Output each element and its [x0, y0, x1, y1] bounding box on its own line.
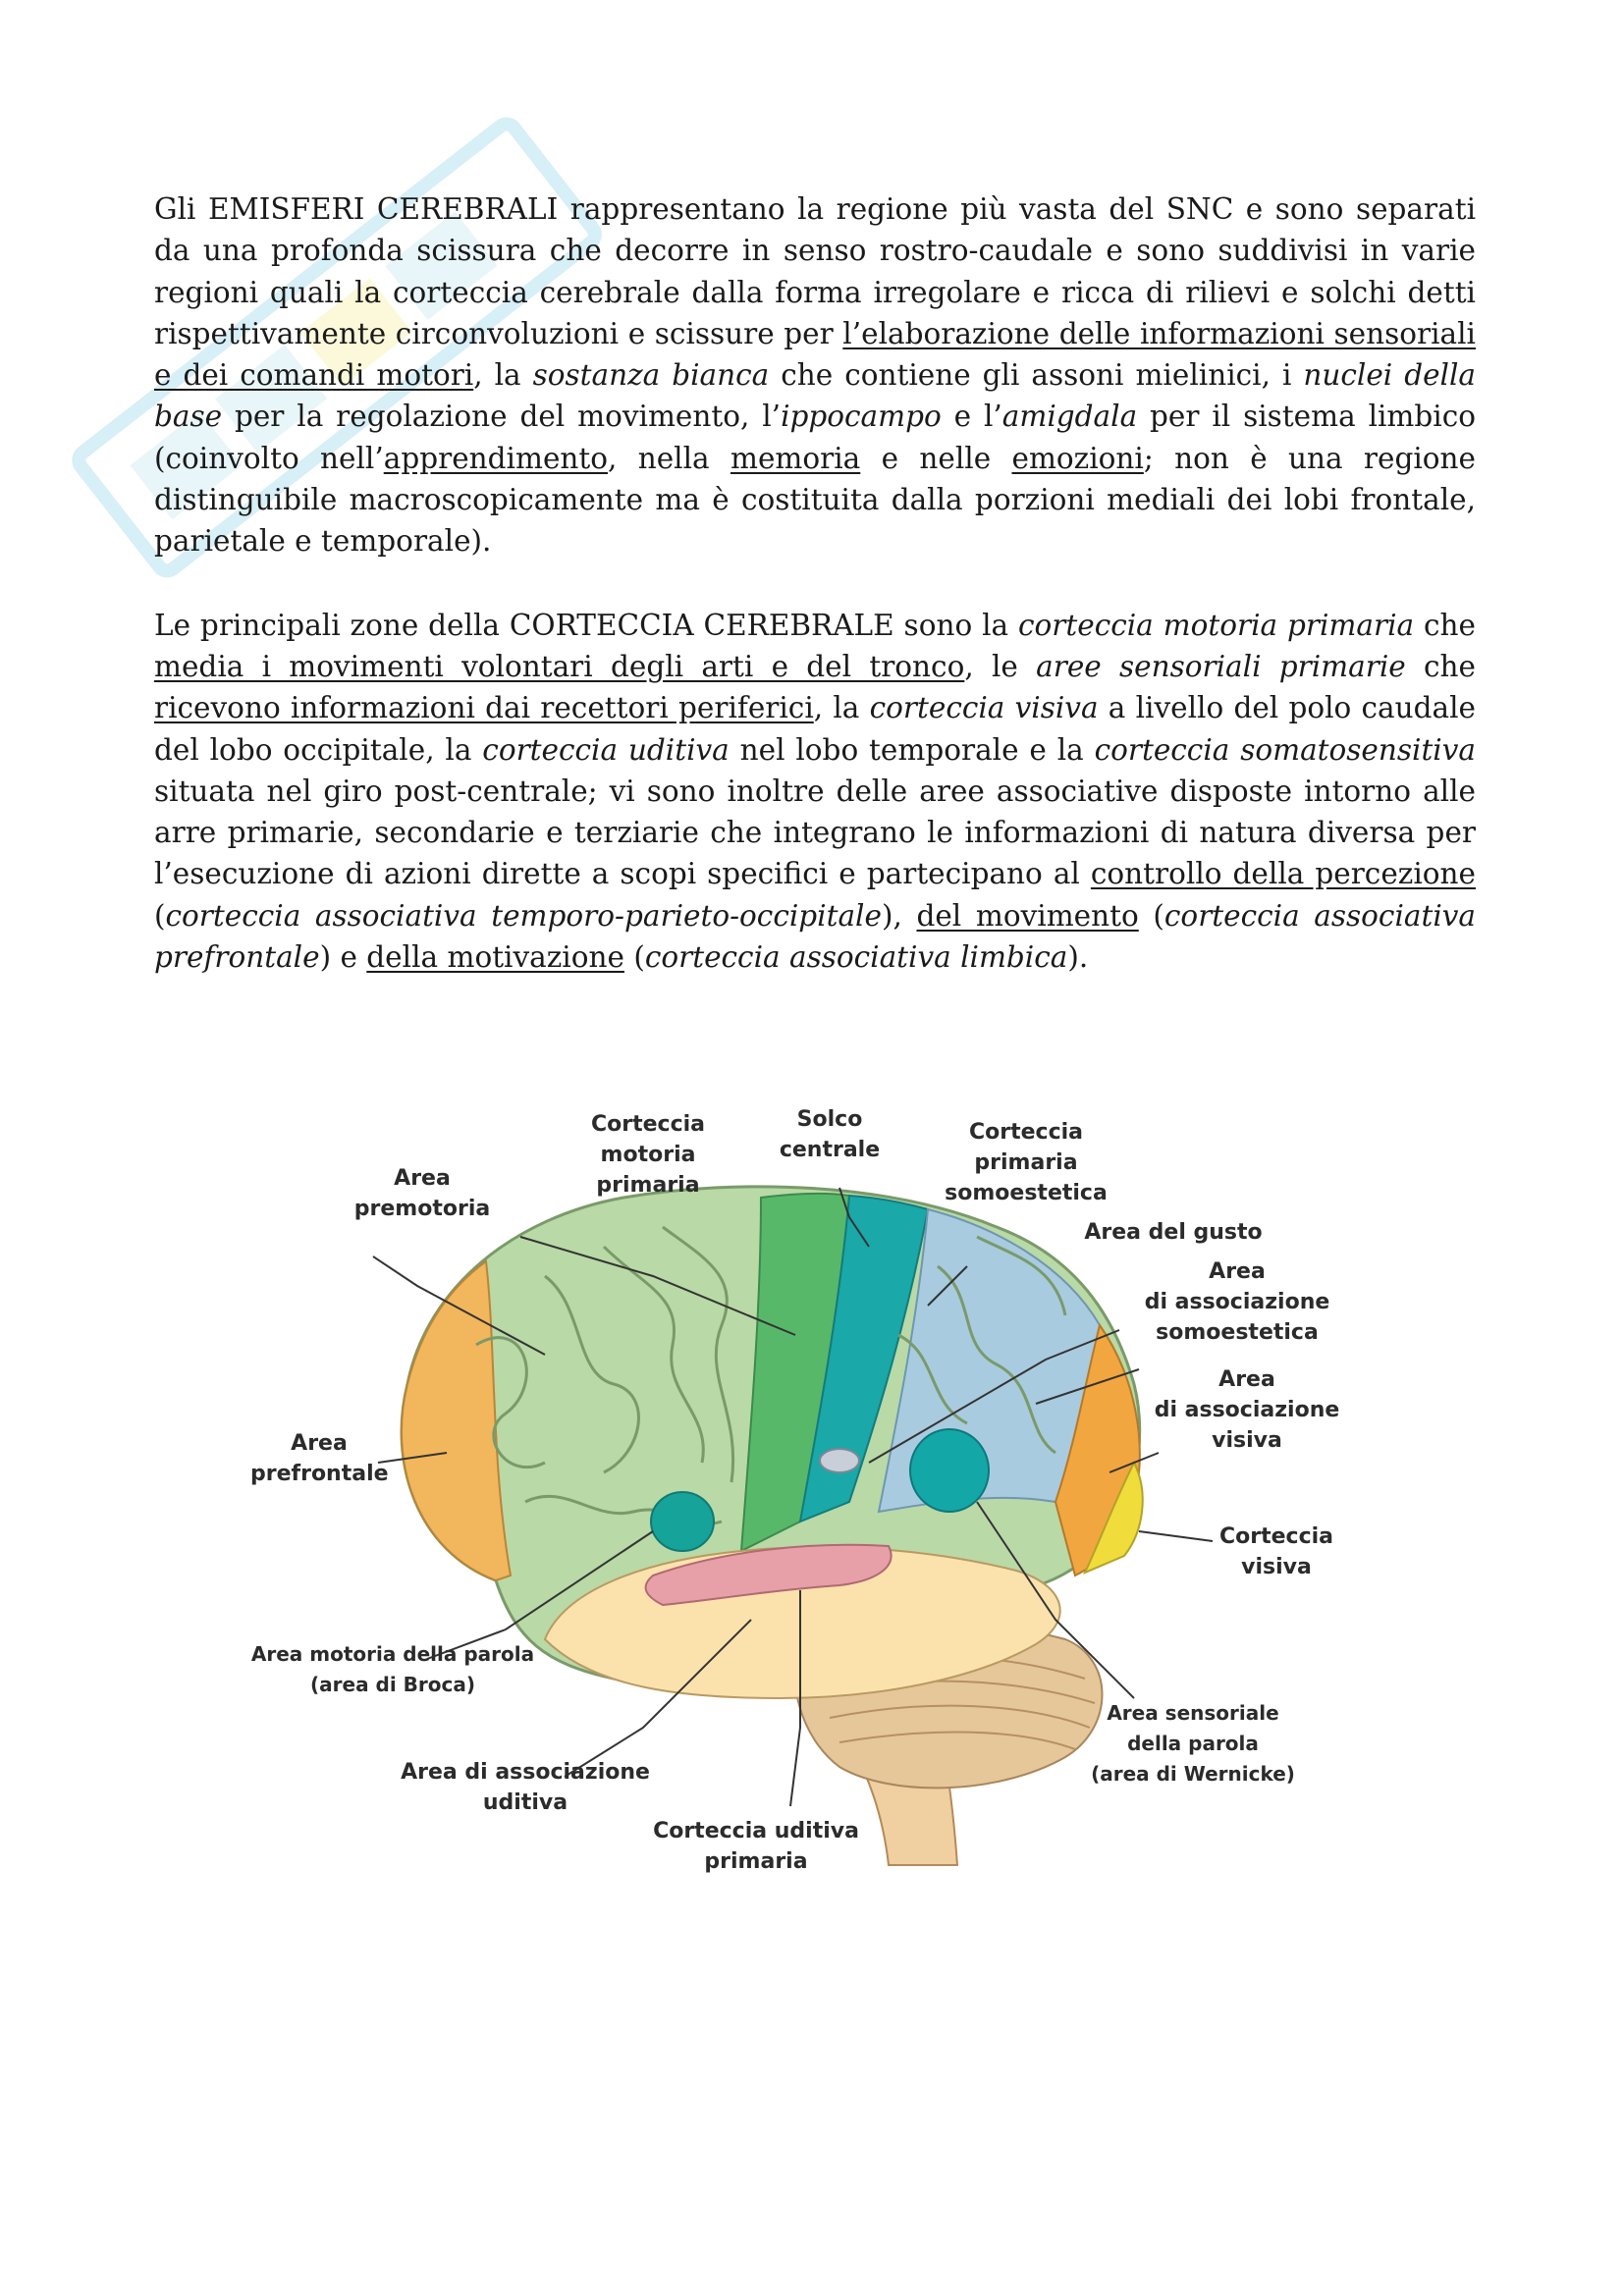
- label-area-associazione-uditiva: Area di associazione uditiva: [401, 1760, 650, 1815]
- text-run: nel lobo temporale e la: [729, 732, 1095, 767]
- brain-cortex-diagram: [250, 1090, 1350, 1885]
- text-run: , le: [964, 649, 1037, 683]
- text-run: ) e: [319, 940, 367, 975]
- label-area-associazione-somoestetica: Area di associazione somoestetica: [1144, 1259, 1330, 1345]
- italic-text: corteccia visiva: [869, 691, 1099, 725]
- italic-text: corteccia associativa temporo-parieto-occipitale: [165, 898, 882, 933]
- text-run: (: [1138, 898, 1164, 933]
- text-run: , la: [813, 691, 870, 725]
- underlined-text: ricevono informazioni dai recettori periferici: [154, 691, 814, 725]
- underlined-text: apprendimento: [383, 441, 609, 475]
- text-run: ; non è una regione distinguibile macroscopicamente ma è costituita dalla porzioni mediali dei lobi frontale, parietale e temporale).: [154, 441, 1476, 559]
- italic-text: aree sensoriali primarie: [1036, 649, 1406, 683]
- label-area-premotoria: Area premotoria: [353, 1166, 491, 1221]
- label-area-sensoriale-parola: Area sensoriale della parola (area di Wernicke): [1091, 1701, 1295, 1786]
- underlined-text: media i movimenti volontari degli arti e del tronco: [154, 649, 965, 683]
- italic-text: nuclei della base: [154, 358, 1477, 434]
- leader-visiva: [1139, 1531, 1213, 1541]
- italic-text: sostanza bianca: [532, 358, 770, 393]
- paragraph-corteccia: [154, 605, 1476, 979]
- label-solco-centrale: Solco centrale: [779, 1107, 881, 1162]
- label-area-prefrontale: Area prefrontale: [250, 1431, 389, 1486]
- taste-area: [820, 1449, 859, 1472]
- label-area-associazione-visiva: Area di associazione visiva: [1154, 1367, 1340, 1453]
- text-run: a livello del polo caudale del lobo occipitale, la: [154, 691, 1476, 767]
- text-run: Le principali zone della CORTECCIA CEREBRALE sono la: [154, 608, 1018, 642]
- text-run: e l’: [941, 400, 1002, 434]
- text-run: per il sistema limbico (coinvolto nell’: [154, 400, 1477, 475]
- italic-text: corteccia somatosensitiva: [1094, 732, 1476, 767]
- underlined-text: del movimento: [916, 898, 1139, 933]
- italic-text: corteccia associativa prefrontale: [154, 898, 1477, 975]
- label-corteccia-uditiva-primaria: Corteccia uditiva primaria: [653, 1819, 859, 1874]
- underlined-text: della motivazione: [366, 940, 624, 975]
- text-run: che: [1414, 608, 1476, 642]
- underlined-text: controllo della percezione: [1090, 857, 1476, 891]
- text-run: (: [623, 940, 645, 975]
- label-area-del-gusto: Area del gusto: [1084, 1220, 1263, 1245]
- text-run: che contiene gli assoni mielinici, i: [769, 358, 1304, 393]
- text-run: ),: [881, 898, 917, 933]
- text-run: e nelle: [860, 441, 1012, 475]
- italic-text: corteccia uditiva: [482, 732, 730, 767]
- underlined-text: memoria: [730, 441, 861, 475]
- underlined-text: l’elaborazione delle informazioni sensoriali e dei comandi motori: [154, 316, 1476, 393]
- text-run: (: [154, 898, 166, 933]
- italic-text: corteccia associativa limbica: [644, 940, 1068, 975]
- italic-text: corteccia motoria primaria: [1018, 608, 1415, 642]
- text-run: che: [1405, 649, 1476, 683]
- text-run: Gli EMISFERI CEREBRALI rappresentano la regione più vasta del SNC e sono separati da una profonda scissura che decorre in senso rostro-caudale e sono suddivisi in varie regioni quali la corteccia cerebrale dalla forma irregolare e ricca di rilievi e solchi detti rispettivamente circonvoluzioni e scissure per: [154, 192, 1476, 350]
- text-run: , la: [473, 358, 533, 393]
- italic-text: amigdala: [1001, 400, 1138, 434]
- label-area-motoria-parola: Area motoria della parola (area di Broca): [250, 1642, 535, 1696]
- wernicke-area: [910, 1429, 989, 1512]
- underlined-text: emozioni: [1011, 441, 1144, 475]
- paragraph-emisferi: [154, 188, 1476, 562]
- italic-text: ippocampo: [781, 400, 942, 434]
- label-corteccia-primaria-somoestetica: Corteccia primaria somoestetica: [945, 1120, 1108, 1205]
- text-run: situata nel giro post-centrale; vi sono inoltre delle aree associative disposte intorno alle arre primarie, secondarie e terziarie che integrano le informazioni di natura diversa per l’esecuzione di azioni dirette a scopi specifici e partecipano al: [154, 774, 1476, 891]
- text-run: ).: [1067, 940, 1089, 975]
- label-corteccia-visiva: Corteccia visiva: [1218, 1524, 1333, 1579]
- document-body: [154, 188, 1476, 978]
- text-run: , nella: [608, 441, 730, 475]
- text-run: per la regolazione del movimento, l’: [222, 400, 782, 434]
- broca-area: [651, 1492, 714, 1551]
- label-corteccia-motoria-primaria: Corteccia motoria primaria: [590, 1112, 705, 1198]
